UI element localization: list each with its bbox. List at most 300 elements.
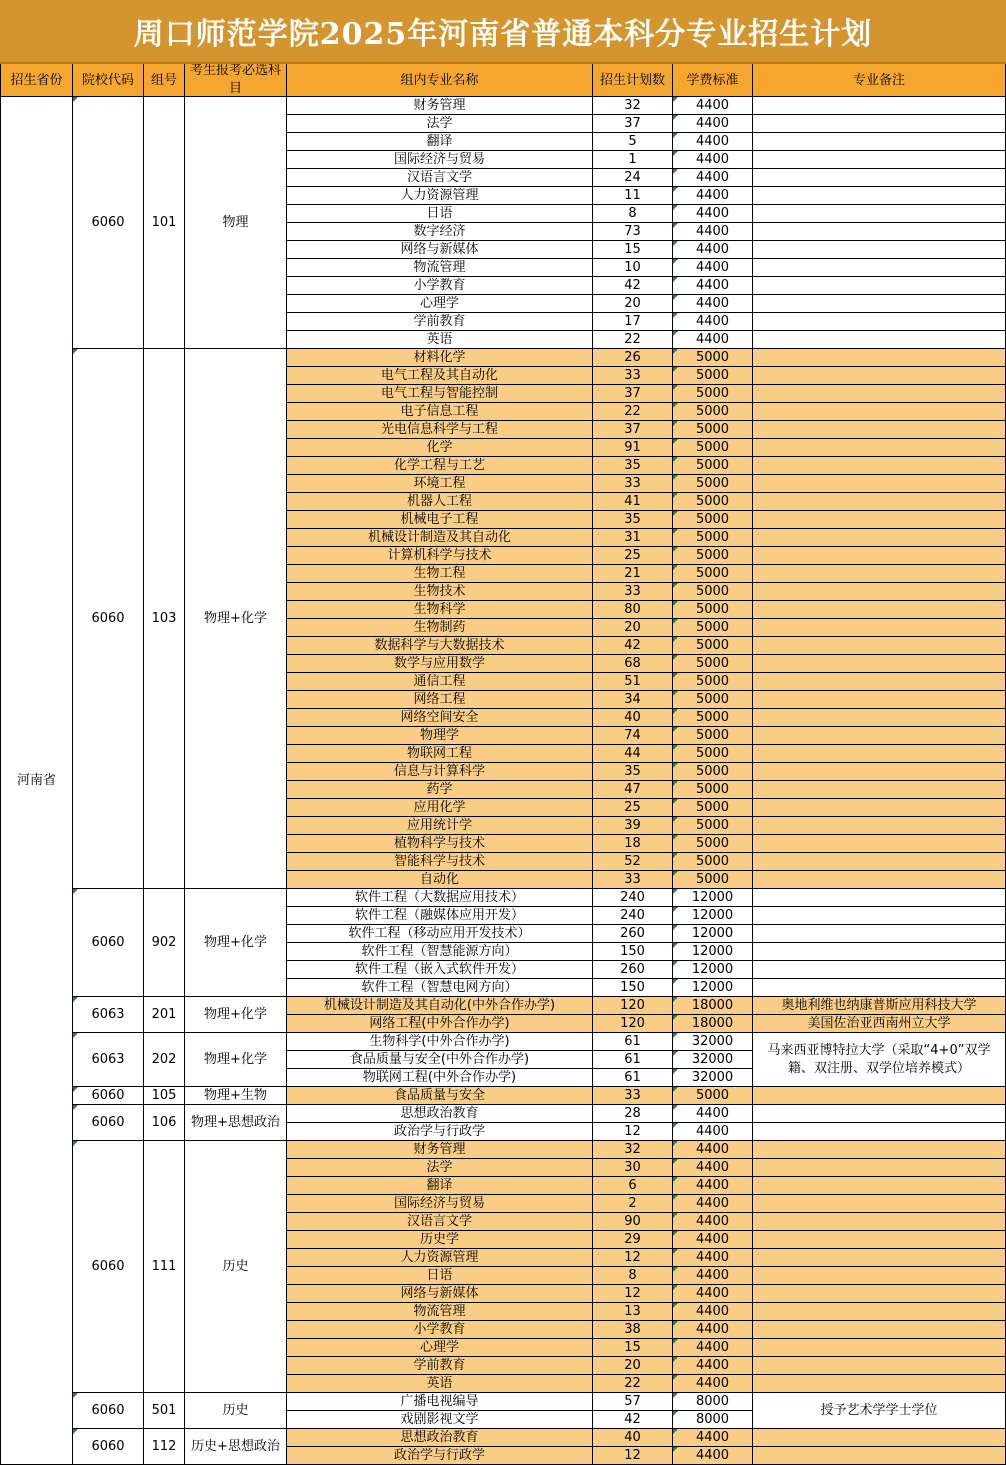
header-notes: 专业备注 <box>753 64 1006 97</box>
cell-flag-marker <box>673 997 678 1002</box>
notes-cell-empty <box>753 403 1006 421</box>
group-number-cell: 202 <box>144 1033 185 1087</box>
notes-cell-empty <box>753 745 1006 763</box>
plan-count-cell: 33 <box>593 1087 673 1105</box>
tuition-cell: 4400 <box>673 169 753 187</box>
notes-cell-empty <box>753 331 1006 349</box>
cell-flag-marker <box>673 241 678 246</box>
tuition-cell: 5000 <box>673 817 753 835</box>
plan-count-cell: 90 <box>593 1213 673 1231</box>
plan-count-cell: 26 <box>593 349 673 367</box>
cell-flag-marker <box>73 1393 78 1398</box>
school-code-cell: 6060 <box>73 1429 144 1465</box>
cell-flag-marker <box>73 1087 78 1092</box>
cell-flag-marker <box>73 889 78 894</box>
tuition-cell: 4400 <box>673 115 753 133</box>
major-name-cell: 财务管理 <box>287 97 593 115</box>
required-subjects-cell: 物理+化学 <box>185 1033 287 1087</box>
cell-flag-marker <box>673 1195 678 1200</box>
plan-count-cell: 80 <box>593 601 673 619</box>
notes-cell-empty <box>753 1195 1006 1213</box>
notes-cell-empty <box>753 421 1006 439</box>
notes-cell: 美国佐治亚西南州立大学 <box>753 1015 1006 1033</box>
tuition-cell: 4400 <box>673 1195 753 1213</box>
tuition-cell: 4400 <box>673 223 753 241</box>
plan-count-cell: 61 <box>593 1051 673 1069</box>
cell-flag-marker <box>673 97 678 102</box>
cell-flag-marker <box>673 1267 678 1272</box>
notes-cell-empty <box>753 799 1006 817</box>
tuition-cell: 5000 <box>673 835 753 853</box>
major-name-cell: 财务管理 <box>287 1141 593 1159</box>
cell-flag-marker <box>673 1231 678 1236</box>
plan-count-cell: 12 <box>593 1123 673 1141</box>
major-name-cell: 智能科学与技术 <box>287 853 593 871</box>
notes-cell-empty <box>753 979 1006 997</box>
plan-count-cell: 22 <box>593 331 673 349</box>
major-name-cell: 网络与新媒体 <box>287 1285 593 1303</box>
cell-flag-marker <box>673 709 678 714</box>
cell-flag-marker <box>673 637 678 642</box>
major-name-cell: 应用统计学 <box>287 817 593 835</box>
cell-flag-marker <box>673 1177 678 1182</box>
tuition-cell: 5000 <box>673 601 753 619</box>
cell-flag-marker <box>673 925 678 930</box>
tuition-cell: 5000 <box>673 547 753 565</box>
cell-flag-marker <box>673 601 678 606</box>
cell-flag-marker <box>673 1375 678 1380</box>
notes-cell-empty <box>753 1375 1006 1393</box>
major-name-cell: 物联网工程(中外合作办学) <box>287 1069 593 1087</box>
major-name-cell: 物理学 <box>287 727 593 745</box>
notes-cell-empty <box>753 1249 1006 1267</box>
cell-flag-marker <box>673 259 678 264</box>
major-name-cell: 光电信息科学与工程 <box>287 421 593 439</box>
plan-count-cell: 15 <box>593 241 673 259</box>
plan-count-cell: 41 <box>593 493 673 511</box>
cell-flag-marker <box>673 691 678 696</box>
tuition-cell: 5000 <box>673 457 753 475</box>
major-name-cell: 电子信息工程 <box>287 403 593 421</box>
required-subjects-cell: 物理+生物 <box>185 1087 287 1105</box>
cell-flag-marker <box>673 403 678 408</box>
tuition-cell: 4400 <box>673 1213 753 1231</box>
cell-flag-marker <box>673 313 678 318</box>
major-name-cell: 物联网工程 <box>287 745 593 763</box>
plan-count-cell: 35 <box>593 511 673 529</box>
tuition-cell: 4400 <box>673 151 753 169</box>
cell-flag-marker <box>673 1411 678 1416</box>
cell-flag-marker <box>673 1447 678 1452</box>
notes-cell-empty <box>753 277 1006 295</box>
notes-cell-empty <box>753 565 1006 583</box>
plan-count-cell: 260 <box>593 961 673 979</box>
tuition-cell: 12000 <box>673 979 753 997</box>
tuition-cell: 5000 <box>673 691 753 709</box>
cell-flag-marker <box>673 817 678 822</box>
major-name-cell: 自动化 <box>287 871 593 889</box>
tuition-cell: 5000 <box>673 529 753 547</box>
notes-cell-empty <box>753 457 1006 475</box>
notes-cell-empty <box>753 1087 1006 1105</box>
notes-cell-empty <box>753 943 1006 961</box>
plan-count-cell: 29 <box>593 1231 673 1249</box>
cell-flag-marker <box>673 439 678 444</box>
major-name-cell: 国际经济与贸易 <box>287 1195 593 1213</box>
major-name-cell: 物流管理 <box>287 259 593 277</box>
plan-count-cell: 44 <box>593 745 673 763</box>
notes-cell-empty <box>753 493 1006 511</box>
major-name-cell: 小学教育 <box>287 277 593 295</box>
plan-count-cell: 150 <box>593 943 673 961</box>
tuition-cell: 18000 <box>673 997 753 1015</box>
plan-count-cell: 22 <box>593 403 673 421</box>
notes-cell-empty <box>753 1105 1006 1123</box>
tuition-cell: 4400 <box>673 1339 753 1357</box>
header-tuition: 学费标准 <box>673 64 753 97</box>
header-group: 组号 <box>144 64 185 97</box>
major-name-cell: 人力资源管理 <box>287 187 593 205</box>
notes-cell-empty <box>753 709 1006 727</box>
cell-flag-marker <box>673 1213 678 1218</box>
notes-cell-empty <box>753 889 1006 907</box>
major-name-cell: 食品质量与安全 <box>287 1087 593 1105</box>
tuition-cell: 5000 <box>673 439 753 457</box>
cell-flag-marker <box>673 907 678 912</box>
plan-count-cell: 12 <box>593 1285 673 1303</box>
major-name-cell: 化学 <box>287 439 593 457</box>
notes-cell-empty <box>753 655 1006 673</box>
major-name-cell: 电气工程与智能控制 <box>287 385 593 403</box>
major-name-cell: 机械设计制造及其自动化(中外合作办学) <box>287 997 593 1015</box>
page-title: 周口师范学院2025年河南省普通本科分专业招生计划 <box>0 0 1006 64</box>
tuition-cell: 5000 <box>673 727 753 745</box>
major-name-cell: 汉语言文学 <box>287 1213 593 1231</box>
tuition-cell: 5000 <box>673 511 753 529</box>
plan-count-cell: 10 <box>593 259 673 277</box>
plan-count-cell: 240 <box>593 907 673 925</box>
tuition-cell: 12000 <box>673 925 753 943</box>
tuition-cell: 4400 <box>673 1249 753 1267</box>
group-number-cell: 112 <box>144 1429 185 1465</box>
tuition-cell: 4400 <box>673 1429 753 1447</box>
plan-count-cell: 20 <box>593 619 673 637</box>
notes-cell-empty <box>753 313 1006 331</box>
major-name-cell: 翻译 <box>287 133 593 151</box>
notes-cell-empty <box>753 871 1006 889</box>
cell-flag-marker <box>673 1339 678 1344</box>
cell-flag-marker <box>673 1015 678 1020</box>
plan-count-cell: 1 <box>593 151 673 169</box>
tuition-cell: 5000 <box>673 655 753 673</box>
cell-flag-marker <box>73 1429 78 1434</box>
school-code-cell: 6060 <box>73 1105 144 1141</box>
tuition-cell: 4400 <box>673 1231 753 1249</box>
plan-count-cell: 13 <box>593 1303 673 1321</box>
school-code-cell: 6060 <box>73 1393 144 1429</box>
notes-cell-empty <box>753 385 1006 403</box>
plan-count-cell: 32 <box>593 97 673 115</box>
notes-cell-empty <box>753 583 1006 601</box>
cell-flag-marker <box>73 1033 78 1038</box>
notes-cell: 马来西亚博特拉大学（采取“4+0”双学籍、双注册、双学位培养模式） <box>753 1033 1006 1087</box>
school-code-cell: 6060 <box>73 1087 144 1105</box>
tuition-cell: 4400 <box>673 1447 753 1465</box>
notes-cell-empty <box>753 817 1006 835</box>
notes-cell-empty <box>753 1429 1006 1447</box>
cell-flag-marker <box>673 151 678 156</box>
notes-cell-empty <box>753 151 1006 169</box>
major-name-cell: 植物科学与技术 <box>287 835 593 853</box>
cell-flag-marker <box>673 583 678 588</box>
plan-count-cell: 73 <box>593 223 673 241</box>
notes-cell-empty <box>753 1303 1006 1321</box>
notes-cell: 授予艺术学学士学位 <box>753 1393 1006 1429</box>
major-name-cell: 应用化学 <box>287 799 593 817</box>
tuition-cell: 5000 <box>673 367 753 385</box>
tuition-cell: 4400 <box>673 1375 753 1393</box>
tuition-cell: 12000 <box>673 889 753 907</box>
major-name-cell: 翻译 <box>287 1177 593 1195</box>
plan-count-cell: 37 <box>593 115 673 133</box>
header-plan-count: 招生计划数 <box>593 64 673 97</box>
major-name-cell: 生物科学(中外合作办学) <box>287 1033 593 1051</box>
plan-count-cell: 31 <box>593 529 673 547</box>
tuition-cell: 4400 <box>673 1123 753 1141</box>
cell-flag-marker <box>673 1321 678 1326</box>
cell-flag-marker <box>673 529 678 534</box>
major-name-cell: 材料化学 <box>287 349 593 367</box>
plan-count-cell: 20 <box>593 1357 673 1375</box>
header-school-code: 院校代码 <box>73 64 144 97</box>
plan-count-cell: 33 <box>593 475 673 493</box>
tuition-cell: 4400 <box>673 1267 753 1285</box>
tuition-cell: 8000 <box>673 1411 753 1429</box>
tuition-cell: 32000 <box>673 1069 753 1087</box>
group-number-cell: 902 <box>144 889 185 997</box>
major-name-cell: 国际经济与贸易 <box>287 151 593 169</box>
cell-flag-marker <box>673 1429 678 1434</box>
plan-count-cell: 39 <box>593 817 673 835</box>
tuition-cell: 4400 <box>673 1357 753 1375</box>
tuition-cell: 18000 <box>673 1015 753 1033</box>
notes-cell-empty <box>753 133 1006 151</box>
tuition-cell: 4400 <box>673 187 753 205</box>
school-code-cell: 6060 <box>73 1141 144 1393</box>
cell-flag-marker <box>73 1141 78 1146</box>
cell-flag-marker <box>673 1393 678 1398</box>
major-name-cell: 食品质量与安全(中外合作办学) <box>287 1051 593 1069</box>
cell-flag-marker <box>673 187 678 192</box>
tuition-cell: 4400 <box>673 1303 753 1321</box>
major-name-cell: 通信工程 <box>287 673 593 691</box>
cell-flag-marker <box>73 349 78 354</box>
required-subjects-cell: 历史 <box>185 1393 287 1429</box>
major-name-cell: 网络与新媒体 <box>287 241 593 259</box>
major-name-cell: 英语 <box>287 1375 593 1393</box>
cell-flag-marker <box>673 1069 678 1074</box>
notes-cell-empty <box>753 1285 1006 1303</box>
cell-flag-marker <box>673 331 678 336</box>
plan-count-cell: 42 <box>593 637 673 655</box>
notes-cell-empty <box>753 295 1006 313</box>
notes-cell-empty <box>753 97 1006 115</box>
major-name-cell: 软件工程（智慧能源方向） <box>287 943 593 961</box>
cell-flag-marker <box>673 1033 678 1038</box>
plan-count-cell: 12 <box>593 1447 673 1465</box>
major-name-cell: 机械设计制造及其自动化 <box>287 529 593 547</box>
major-name-cell: 机器人工程 <box>287 493 593 511</box>
major-name-cell: 网络空间安全 <box>287 709 593 727</box>
notes-cell-empty <box>753 169 1006 187</box>
tuition-cell: 4400 <box>673 1141 753 1159</box>
plan-count-cell: 21 <box>593 565 673 583</box>
plan-count-cell: 240 <box>593 889 673 907</box>
cell-flag-marker <box>673 367 678 372</box>
tuition-cell: 5000 <box>673 781 753 799</box>
cell-flag-marker <box>673 547 678 552</box>
cell-flag-marker <box>673 1051 678 1056</box>
cell-flag-marker <box>73 997 78 1002</box>
cell-flag-marker <box>673 133 678 138</box>
cell-flag-marker <box>73 1105 78 1110</box>
major-name-cell: 数据科学与大数据技术 <box>287 637 593 655</box>
plan-count-cell: 61 <box>593 1069 673 1087</box>
cell-flag-marker <box>673 1357 678 1362</box>
tuition-cell: 5000 <box>673 673 753 691</box>
cell-flag-marker <box>673 421 678 426</box>
cell-flag-marker <box>673 115 678 120</box>
notes-cell-empty <box>753 1213 1006 1231</box>
cell-flag-marker <box>673 1123 678 1128</box>
major-name-cell: 戏剧影视文学 <box>287 1411 593 1429</box>
major-name-cell: 数学与应用数学 <box>287 655 593 673</box>
tuition-cell: 5000 <box>673 853 753 871</box>
notes-cell-empty <box>753 601 1006 619</box>
cell-flag-marker <box>673 763 678 768</box>
notes-cell-empty <box>753 547 1006 565</box>
required-subjects-cell: 历史+思想政治 <box>185 1429 287 1465</box>
notes-cell-empty <box>753 853 1006 871</box>
major-name-cell: 日语 <box>287 205 593 223</box>
notes-cell-empty <box>753 1177 1006 1195</box>
plan-count-cell: 120 <box>593 997 673 1015</box>
plan-count-cell: 38 <box>593 1321 673 1339</box>
cell-flag-marker <box>673 1285 678 1290</box>
tuition-cell: 5000 <box>673 745 753 763</box>
required-subjects-cell: 物理+思想政治 <box>185 1105 287 1141</box>
cell-flag-marker <box>673 943 678 948</box>
notes-cell-empty <box>753 1159 1006 1177</box>
plan-count-cell: 28 <box>593 1105 673 1123</box>
cell-flag-marker <box>673 961 678 966</box>
tuition-cell: 5000 <box>673 385 753 403</box>
plan-count-cell: 37 <box>593 421 673 439</box>
group-number-cell: 103 <box>144 349 185 889</box>
major-name-cell: 软件工程（嵌入式软件开发） <box>287 961 593 979</box>
plan-count-cell: 12 <box>593 1249 673 1267</box>
notes-cell-empty <box>753 1231 1006 1249</box>
major-name-cell: 法学 <box>287 115 593 133</box>
major-name-cell: 软件工程（移动应用开发技术） <box>287 925 593 943</box>
notes-cell-empty <box>753 1141 1006 1159</box>
cell-flag-marker <box>673 349 678 354</box>
notes-cell: 奥地利维也纳康普斯应用科技大学 <box>753 997 1006 1015</box>
tuition-cell: 5000 <box>673 799 753 817</box>
notes-cell-empty <box>753 115 1006 133</box>
notes-cell-empty <box>753 1357 1006 1375</box>
major-name-cell: 学前教育 <box>287 1357 593 1375</box>
tuition-cell: 4400 <box>673 1177 753 1195</box>
plan-count-cell: 260 <box>593 925 673 943</box>
cell-flag-marker <box>673 799 678 804</box>
cell-flag-marker <box>673 169 678 174</box>
notes-cell-empty <box>753 367 1006 385</box>
major-name-cell: 心理学 <box>287 1339 593 1357</box>
major-name-cell: 物流管理 <box>287 1303 593 1321</box>
notes-cell-empty <box>753 781 1006 799</box>
plan-count-cell: 40 <box>593 1429 673 1447</box>
tuition-cell: 5000 <box>673 493 753 511</box>
major-name-cell: 机械电子工程 <box>287 511 593 529</box>
plan-count-cell: 25 <box>593 547 673 565</box>
notes-cell-empty <box>753 961 1006 979</box>
tuition-cell: 5000 <box>673 349 753 367</box>
major-name-cell: 软件工程（融媒体应用开发） <box>287 907 593 925</box>
notes-cell-empty <box>753 205 1006 223</box>
notes-cell-empty <box>753 1267 1006 1285</box>
header-required-subjects: 考生报考必选科目 <box>185 64 287 97</box>
tuition-cell: 12000 <box>673 943 753 961</box>
cell-flag-marker <box>673 1159 678 1164</box>
major-name-cell: 学前教育 <box>287 313 593 331</box>
group-number-cell: 106 <box>144 1105 185 1141</box>
cell-flag-marker <box>673 1087 678 1092</box>
major-name-cell: 心理学 <box>287 295 593 313</box>
required-subjects-cell: 物理+化学 <box>185 997 287 1033</box>
major-name-cell: 网络工程(中外合作办学) <box>287 1015 593 1033</box>
notes-cell-empty <box>753 1321 1006 1339</box>
cell-flag-marker <box>673 223 678 228</box>
cell-flag-marker <box>673 1249 678 1254</box>
plan-count-cell: 30 <box>593 1159 673 1177</box>
notes-cell-empty <box>753 907 1006 925</box>
major-name-cell: 思想政治教育 <box>287 1429 593 1447</box>
cell-flag-marker <box>673 1303 678 1308</box>
required-subjects-cell: 物理 <box>185 97 287 349</box>
cell-flag-marker <box>673 457 678 462</box>
plan-count-cell: 18 <box>593 835 673 853</box>
plan-count-cell: 11 <box>593 187 673 205</box>
major-name-cell: 小学教育 <box>287 1321 593 1339</box>
tuition-cell: 4400 <box>673 331 753 349</box>
header-province: 招生省份 <box>0 64 73 97</box>
cell-flag-marker <box>673 727 678 732</box>
tuition-cell: 4400 <box>673 259 753 277</box>
plan-count-cell: 6 <box>593 1177 673 1195</box>
cell-flag-marker <box>673 889 678 894</box>
cell-flag-marker <box>673 385 678 390</box>
required-subjects-cell: 历史 <box>185 1141 287 1393</box>
tuition-cell: 4400 <box>673 295 753 313</box>
cell-flag-marker <box>673 565 678 570</box>
notes-cell-empty <box>753 223 1006 241</box>
plan-count-cell: 32 <box>593 1141 673 1159</box>
plan-count-cell: 57 <box>593 1393 673 1411</box>
cell-flag-marker <box>673 295 678 300</box>
school-code-cell: 6063 <box>73 997 144 1033</box>
school-code-cell: 6060 <box>73 889 144 997</box>
